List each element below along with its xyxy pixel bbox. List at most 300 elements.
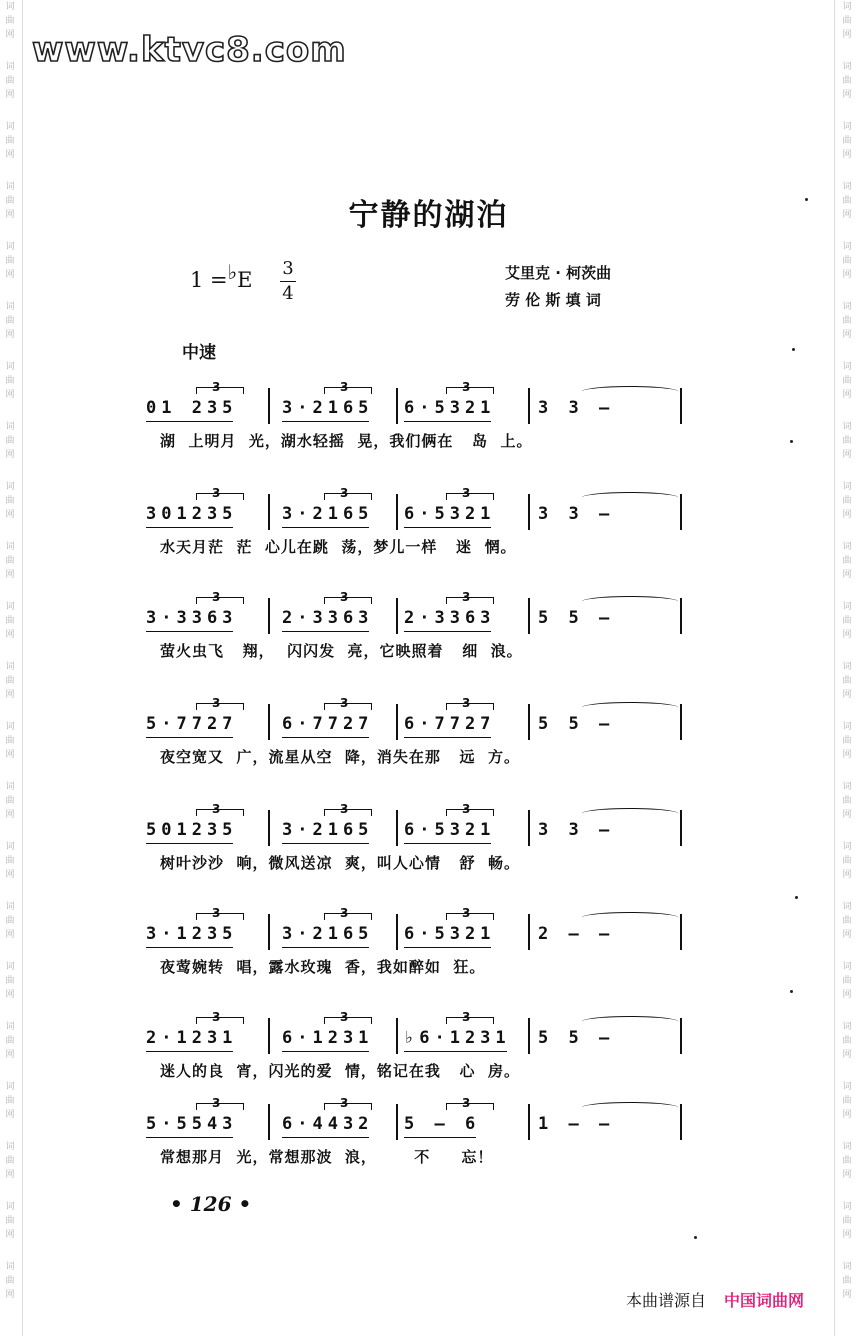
measure (538, 1114, 614, 1134)
source-brand-link[interactable]: 中国词曲网 (724, 1291, 805, 1310)
beam-underline (282, 737, 369, 738)
score-system (140, 908, 700, 978)
barline (396, 494, 398, 530)
triplet-label: 3 (462, 380, 476, 394)
side-watermark-char: 曲 (842, 916, 852, 926)
beam-underline (282, 1137, 369, 1138)
barline (396, 598, 398, 634)
side-watermark-char: 网 (842, 750, 852, 760)
beam-underline (404, 843, 491, 844)
measure (404, 380, 496, 418)
side-watermark-char: 曲 (842, 316, 852, 326)
triplet-mark (454, 380, 476, 394)
triplet-mark (454, 906, 476, 920)
side-watermark-char: 词 (5, 422, 15, 432)
triplet-mark (204, 380, 226, 394)
side-watermark-char: 词 (5, 302, 15, 312)
side-watermark-char: 词 (842, 62, 852, 72)
side-watermark-char: 词 (842, 1142, 852, 1152)
triplet-label: 3 (212, 802, 226, 816)
measure (538, 924, 614, 944)
barline (528, 494, 530, 530)
measure-notes: 3 3 — (538, 398, 615, 418)
side-watermark-char: 网 (842, 1230, 852, 1240)
side-watermark-char: 词 (842, 1202, 852, 1212)
side-watermark-char: 曲 (842, 856, 852, 866)
side-watermark-char: 词 (5, 962, 15, 972)
side-watermark-char: 曲 (5, 136, 15, 146)
source-credit (626, 1288, 804, 1311)
key-signature (190, 260, 253, 292)
barline (396, 1018, 398, 1054)
tie-arc (582, 702, 678, 713)
beam-underline (404, 631, 491, 632)
side-watermark-char: 词 (842, 302, 852, 312)
side-watermark-char: 网 (842, 1170, 852, 1180)
side-watermark-char: 词 (842, 242, 852, 252)
side-watermark-char: 网 (842, 1290, 852, 1300)
measure (404, 1010, 511, 1048)
score-system (140, 488, 700, 558)
side-watermark-char: 曲 (842, 976, 852, 986)
triplet-label: 3 (462, 1010, 476, 1024)
side-watermark-char: 曲 (842, 1276, 852, 1286)
side-watermark-char: 曲 (5, 616, 15, 626)
barline (528, 598, 530, 634)
side-watermark-group (840, 300, 854, 360)
side-watermark-group (3, 0, 17, 60)
side-watermark-char: 网 (5, 330, 15, 340)
measure-notes: 3 3 — (538, 504, 615, 524)
measure-notes: 01 235 (146, 398, 238, 418)
side-watermark-group (840, 780, 854, 840)
page-number: • 126 • (170, 1192, 252, 1216)
tie-arc (582, 912, 678, 923)
triplet-mark (454, 590, 476, 604)
side-watermark-char: 网 (842, 690, 852, 700)
side-watermark-char: 网 (5, 690, 15, 700)
side-watermark-char: 曲 (842, 16, 852, 26)
score-system (140, 698, 700, 768)
side-watermark-char: 词 (5, 482, 15, 492)
triplet-label: 3 (340, 486, 354, 500)
side-watermark-char: 曲 (842, 676, 852, 686)
triplet-mark (332, 486, 354, 500)
measure-notes: 3·1235 (146, 924, 238, 944)
side-watermark-char: 词 (842, 842, 852, 852)
measure (282, 1096, 374, 1134)
triplet-mark (332, 1010, 354, 1024)
side-watermark-char: 网 (842, 510, 852, 520)
measure-notes: 3·2165 (282, 924, 374, 944)
side-watermark-char: 曲 (842, 1216, 852, 1226)
side-watermark-group (3, 960, 17, 1020)
beam-underline (282, 1051, 369, 1052)
lyric-line: 迷人的良 宵，闪光的爱 情，铭记在我 心 房。 (160, 1062, 521, 1080)
barline (528, 1104, 530, 1140)
side-watermark-group (840, 240, 854, 300)
measure-notes: 6·5321 (404, 924, 496, 944)
beam-underline (404, 737, 491, 738)
side-watermark-char: 网 (5, 150, 15, 160)
barline (268, 598, 270, 634)
side-watermark-group (840, 840, 854, 900)
side-watermark-group (3, 540, 17, 600)
triplet-label: 3 (340, 696, 354, 710)
credits (505, 260, 611, 314)
side-watermark-group (840, 660, 854, 720)
side-watermark-group (840, 600, 854, 660)
measure (404, 1096, 481, 1134)
triplet-mark (204, 1010, 226, 1024)
lyric-line: 萤火虫飞 翔， 闪闪发 亮，它映照着 细 浪。 (160, 642, 523, 660)
side-watermark-group (840, 1140, 854, 1200)
triplet-label: 3 (462, 906, 476, 920)
side-watermark-group (3, 300, 17, 360)
barline (528, 1018, 530, 1054)
side-watermark-char: 词 (842, 1022, 852, 1032)
side-watermark-group (3, 60, 17, 120)
barline (528, 810, 530, 846)
measure-notes: 501235 (146, 820, 238, 840)
side-watermark-char: 词 (842, 782, 852, 792)
measure-notes: 5 5 — (538, 608, 615, 628)
side-watermark-char: 网 (842, 870, 852, 880)
triplet-label: 3 (212, 1096, 226, 1110)
meter-bottom: 4 (282, 283, 294, 304)
side-watermark-char: 词 (842, 1082, 852, 1092)
triplet-mark (454, 696, 476, 710)
side-watermark-char: 曲 (842, 796, 852, 806)
lyric-line: 常想那月 光，常想那波 浪， 不 忘！ (160, 1148, 494, 1166)
barline (268, 810, 270, 846)
triplet-mark (454, 802, 476, 816)
side-watermark-group (3, 720, 17, 780)
measure (538, 714, 614, 734)
side-watermark-char: 词 (842, 602, 852, 612)
barline (268, 494, 270, 530)
side-watermark-char: 曲 (5, 916, 15, 926)
measure-notes: 2·3363 (404, 608, 496, 628)
side-watermark-char: 词 (5, 1142, 15, 1152)
side-watermark-char: 曲 (5, 16, 15, 26)
triplet-mark (332, 696, 354, 710)
scan-speck (795, 896, 798, 899)
side-watermark-char: 网 (5, 1110, 15, 1120)
side-watermark-char: 网 (842, 630, 852, 640)
side-watermark-char: 曲 (5, 1096, 15, 1106)
side-watermark-char: 曲 (842, 376, 852, 386)
measure (282, 802, 374, 840)
triplet-mark (332, 906, 354, 920)
measure (282, 380, 374, 418)
tie-arc (582, 386, 678, 397)
side-watermark-group (3, 660, 17, 720)
side-watermark-char: 网 (842, 990, 852, 1000)
beam-underline (146, 527, 233, 528)
barline (396, 388, 398, 424)
side-watermark-char: 词 (842, 482, 852, 492)
tie-arc (582, 492, 678, 503)
composer: 艾里克 · 柯茨曲 (505, 264, 612, 282)
side-watermark-char: 词 (5, 1202, 15, 1212)
measure (404, 590, 496, 628)
side-watermark-group (840, 720, 854, 780)
side-watermark-char: 词 (842, 662, 852, 672)
side-watermark-group (3, 780, 17, 840)
side-watermark-group (3, 600, 17, 660)
side-watermark-char: 网 (5, 750, 15, 760)
measure (404, 696, 496, 734)
scan-speck (805, 198, 808, 201)
side-watermark-char: 曲 (842, 616, 852, 626)
side-watermark-char: 曲 (842, 1156, 852, 1166)
barline (268, 388, 270, 424)
source-label: 本曲谱源自 (626, 1291, 707, 1310)
measure-notes: 2 — — (538, 924, 615, 944)
triplet-mark (204, 906, 226, 920)
side-watermark-char: 曲 (842, 76, 852, 86)
barline (528, 914, 530, 950)
side-watermark-group (840, 900, 854, 960)
side-watermark-char: 曲 (5, 256, 15, 266)
side-watermark-char: 曲 (5, 676, 15, 686)
beam-underline (404, 947, 491, 948)
side-watermark-char: 词 (842, 422, 852, 432)
tie-arc (582, 808, 678, 819)
measure (538, 1028, 614, 1048)
side-watermark-char: 词 (842, 962, 852, 972)
side-watermark-group (840, 1020, 854, 1080)
side-watermark-char: 词 (842, 122, 852, 132)
side-watermark-char: 曲 (842, 436, 852, 446)
side-watermark-char: 曲 (5, 556, 15, 566)
beam-underline (146, 1137, 233, 1138)
side-watermark-char: 词 (5, 782, 15, 792)
side-watermark-char: 词 (5, 902, 15, 912)
side-watermark-char: 网 (842, 150, 852, 160)
measure (404, 802, 496, 840)
measure (282, 590, 374, 628)
measure-notes: 6·7727 (404, 714, 496, 734)
side-watermark-char: 曲 (842, 256, 852, 266)
side-watermark-char: 曲 (842, 136, 852, 146)
triplet-mark (454, 1096, 476, 1110)
side-watermark-char: 曲 (842, 736, 852, 746)
side-watermark-char: 词 (5, 842, 15, 852)
side-watermark-char: 曲 (5, 856, 15, 866)
side-watermark-char: 词 (5, 662, 15, 672)
side-watermark-char: 词 (5, 1082, 15, 1092)
measure-notes: 3·2165 (282, 398, 374, 418)
side-watermark-char: 曲 (5, 196, 15, 206)
side-watermark-char: 曲 (842, 1036, 852, 1046)
triplet-mark (204, 802, 226, 816)
side-watermark-char: 网 (842, 30, 852, 40)
side-watermark-char: 网 (5, 930, 15, 940)
side-watermark-char: 曲 (842, 496, 852, 506)
measure-notes: 1 — — (538, 1114, 615, 1134)
meter-divider (280, 281, 296, 282)
measure-notes: 6·7727 (282, 714, 374, 734)
side-watermark-char: 曲 (5, 796, 15, 806)
score-system (140, 1098, 700, 1168)
side-watermark-char: 词 (842, 2, 852, 12)
measure-notes: 2·3363 (282, 608, 374, 628)
barline (680, 810, 682, 846)
measure-notes: 5 — 6 (404, 1114, 481, 1134)
measure (404, 906, 496, 944)
side-watermark-char: 网 (5, 810, 15, 820)
measure-notes: 301235 (146, 504, 238, 524)
side-watermark-char: 曲 (5, 316, 15, 326)
lyric-line: 树叶沙沙 响，微风送凉 爽，叫人心情 舒 畅。 (160, 854, 521, 872)
side-watermark-group (840, 540, 854, 600)
measure-notes: 6·5321 (404, 504, 496, 524)
triplet-label: 3 (462, 696, 476, 710)
triplet-mark (454, 1010, 476, 1024)
side-watermark-char: 网 (842, 270, 852, 280)
side-watermark-char: 网 (842, 330, 852, 340)
tie-arc (582, 596, 678, 607)
measure (404, 486, 496, 524)
side-watermark-group (840, 60, 854, 120)
side-watermark-group (3, 900, 17, 960)
triplet-label: 3 (462, 590, 476, 604)
side-watermark-char: 词 (5, 602, 15, 612)
side-watermark-char: 曲 (5, 496, 15, 506)
scan-speck (790, 990, 793, 993)
triplet-mark (204, 486, 226, 500)
side-watermark-char: 网 (842, 390, 852, 400)
song-title: 宁静的湖泊 (348, 198, 509, 233)
triplet-label: 3 (462, 486, 476, 500)
side-watermark-char: 词 (5, 722, 15, 732)
side-watermark-char: 词 (5, 542, 15, 552)
side-watermark-char: 网 (5, 30, 15, 40)
side-watermark-group (840, 1080, 854, 1140)
key-note: E (237, 268, 253, 292)
side-watermark-group (3, 1260, 17, 1320)
beam-underline (404, 1137, 476, 1138)
side-watermark-group (3, 120, 17, 180)
barline (268, 1104, 270, 1140)
measure-notes: 3·3363 (146, 608, 238, 628)
measure (146, 1010, 238, 1048)
measure-notes: 6·1231 (282, 1028, 374, 1048)
triplet-label: 3 (212, 590, 226, 604)
side-watermark-char: 网 (5, 630, 15, 640)
measure (146, 590, 238, 628)
measure-notes: 6·4432 (282, 1114, 374, 1134)
barline (396, 704, 398, 740)
triplet-mark (204, 1096, 226, 1110)
scan-speck (792, 348, 795, 351)
side-watermark-char: 网 (5, 1170, 15, 1180)
barline (680, 494, 682, 530)
side-watermark-char: 曲 (842, 1096, 852, 1106)
side-watermark-char: 词 (842, 1262, 852, 1272)
side-watermark-char: 曲 (5, 1156, 15, 1166)
triplet-label: 3 (340, 1010, 354, 1024)
triplet-label: 3 (212, 380, 226, 394)
beam-underline (404, 527, 491, 528)
measure (146, 906, 238, 944)
scan-speck (790, 440, 793, 443)
side-watermark-char: 网 (5, 570, 15, 580)
triplet-mark (204, 696, 226, 710)
barline (528, 704, 530, 740)
side-watermark-char: 网 (5, 90, 15, 100)
score-system (140, 804, 700, 874)
side-watermark-group (840, 1200, 854, 1260)
measure-notes: 6·5321 (404, 398, 496, 418)
barline (396, 1104, 398, 1140)
triplet-label: 3 (462, 1096, 476, 1110)
barline (680, 704, 682, 740)
key-prefix: 1 = (190, 268, 228, 292)
barline (396, 914, 398, 950)
side-watermark-char: 网 (842, 210, 852, 220)
side-watermark-char: 曲 (5, 436, 15, 446)
side-watermark-char: 网 (5, 510, 15, 520)
lyric-line: 夜莺婉转 唱，露水玫瑰 香，我如醉如 狂。 (160, 958, 486, 976)
triplet-mark (332, 590, 354, 604)
side-watermark-char: 词 (5, 122, 15, 132)
side-watermark-char: 曲 (5, 976, 15, 986)
measure (146, 1096, 238, 1134)
score-system (140, 1012, 700, 1082)
side-watermark-char: 网 (842, 1110, 852, 1120)
tempo-marking: 中速 (182, 343, 216, 363)
side-watermark-group (840, 360, 854, 420)
side-watermark-char: 网 (5, 390, 15, 400)
barline (680, 914, 682, 950)
beam-underline (146, 631, 233, 632)
triplet-mark (332, 802, 354, 816)
side-watermark-char: 网 (5, 1050, 15, 1060)
measure-notes: 3·2165 (282, 820, 374, 840)
site-watermark: www.ktvc8.com (32, 30, 347, 70)
beam-underline (404, 421, 491, 422)
side-watermark-group (840, 480, 854, 540)
side-watermark-char: 词 (5, 242, 15, 252)
lyric-line: 夜空宽又 广，流星从空 降，消失在那 远 方。 (160, 748, 521, 766)
side-watermark-char: 词 (5, 362, 15, 372)
measure-notes: 2·1231 (146, 1028, 238, 1048)
measure (538, 398, 614, 418)
side-watermark-char: 曲 (5, 736, 15, 746)
beam-underline (146, 843, 233, 844)
barline (396, 810, 398, 846)
side-watermark-char: 词 (5, 1262, 15, 1272)
measure-notes: 3 3 — (538, 820, 615, 840)
side-watermark-group (3, 840, 17, 900)
side-watermark-char: 网 (842, 1050, 852, 1060)
triplet-mark (454, 486, 476, 500)
triplet-label: 3 (212, 906, 226, 920)
triplet-label: 3 (462, 802, 476, 816)
measure (282, 486, 374, 524)
flat-symbol: ♭ (227, 260, 238, 284)
triplet-label: 3 (340, 1096, 354, 1110)
barline (268, 1018, 270, 1054)
measure (282, 696, 374, 734)
beam-underline (146, 947, 233, 948)
side-watermark-char: 网 (842, 810, 852, 820)
barline (680, 598, 682, 634)
measure-notes: 3·2165 (282, 504, 374, 524)
